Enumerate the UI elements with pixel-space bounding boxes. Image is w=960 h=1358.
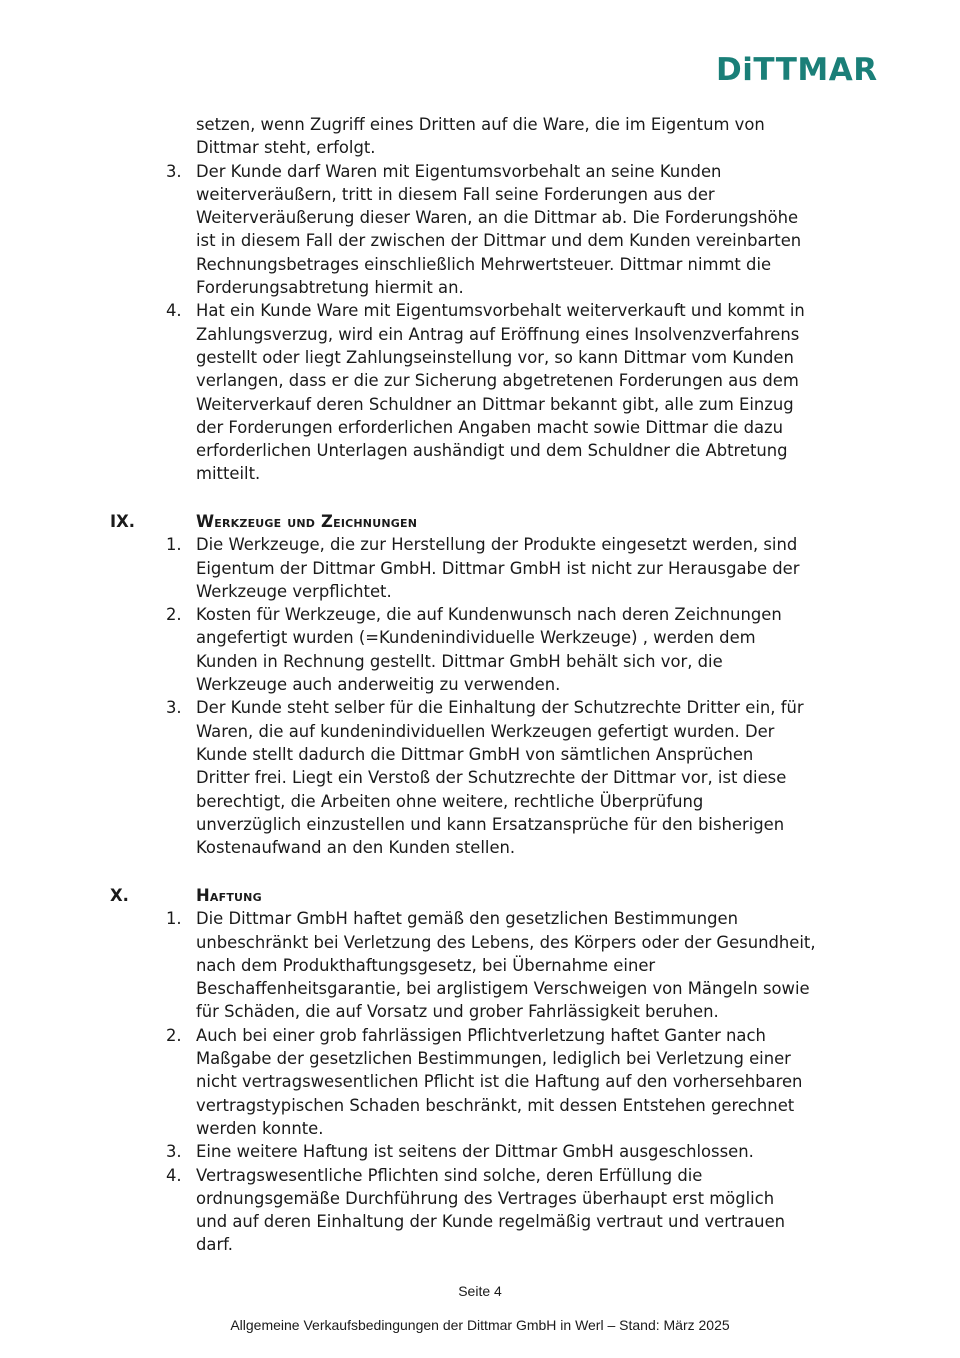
text-line: ist in diesem Fall der zwischen der Dittmar und dem Kunden vereinbarten: [196, 231, 802, 251]
text-line: Dritter frei. Liegt ein Verstoß der Schutzrechte der Dittmar vor, ist diese: [196, 768, 787, 788]
section-x-title: Haftung: [196, 886, 262, 905]
text-line: Werkzeuge auch anderweitig zu verwenden.: [196, 675, 561, 695]
list-item: [196, 1140, 886, 1163]
text-line: unverzüglich einzustellen und kann Ersatzansprüche für den bisherigen: [196, 814, 785, 834]
list-number: 3.: [166, 1142, 182, 1162]
list-number: 4.: [166, 301, 182, 321]
text-line: ordnungsgemäße Durchführung des Vertrages überhaupt erst möglich: [196, 1188, 775, 1208]
list-item: [196, 160, 886, 300]
list-number: 3.: [166, 161, 182, 181]
text-line: Rechnungsbetrages einschließlich Mehrwertsteuer. Dittmar nimmt die: [196, 254, 772, 274]
text-line: nach dem Produkthaftungsgesetz, bei Übernahme einer: [196, 955, 656, 975]
text-line: für Schäden, die auf Vorsatz und grober Fahrlässigkeit beruhen.: [196, 1002, 719, 1022]
list-item: [196, 1164, 886, 1257]
list-item: [196, 696, 886, 859]
section-x-number: X.: [110, 886, 129, 905]
text-line: Dittmar steht, erfolgt.: [196, 138, 376, 158]
list-number: 3.: [166, 698, 182, 718]
text-line: erforderlichen Unterlagen aushändigt und dem Schuldner die Abtretung: [196, 441, 788, 461]
text-line: Weiterverkauf deren Schuldner an Dittmar bekannt gibt, alle zum Einzug: [196, 394, 794, 414]
text-line: verlangen, dass er die zur Sicherung abgetretenen Forderungen aus dem: [196, 371, 799, 391]
intro-paragraph: [196, 113, 886, 160]
list-item: [196, 1024, 886, 1140]
text-line: Die Dittmar GmbH haftet gemäß den gesetzlichen Bestimmungen: [196, 909, 739, 929]
text-line: Die Werkzeuge, die zur Herstellung der Produkte eingesetzt werden, sind: [196, 535, 798, 555]
text-line: nicht vertragswesentlichen Pflicht ist die Haftung auf den vorhersehbaren: [196, 1072, 803, 1092]
text-line: Forderungsabtretung hiermit an.: [196, 278, 464, 298]
list-item: [196, 603, 886, 696]
text-line: Kostenaufwand an den Kunden stellen.: [196, 838, 516, 858]
section-ix-number: IX.: [110, 512, 135, 531]
text-line: und auf deren Einhaltung der Kunde regelmäßig vertraut und vertrauen: [196, 1212, 786, 1232]
text-line: Waren, die auf kundenindividuellen Werkzeugen gefertigt wurden. Der: [196, 721, 775, 741]
list-number: 1.: [166, 909, 182, 929]
text-line: Zahlungsverzug, wird ein Antrag auf Eröffnung eines Insolvenzverfahrens: [196, 324, 800, 344]
text-line: Vertragswesentliche Pflichten sind solche, deren Erfüllung die: [196, 1165, 703, 1185]
text-line: gestellt oder liegt Zahlungseinstellung vor, so kann Dittmar vom Kunden: [196, 347, 794, 367]
text-line: setzen, wenn Zugriff eines Dritten auf die Ware, die im Eigentum von: [196, 115, 765, 134]
text-line: darf.: [196, 1235, 233, 1255]
text-line: Der Kunde steht selber für die Einhaltung der Schutzrechte Dritter ein, für: [196, 698, 804, 718]
list-number: 1.: [166, 535, 182, 555]
text-line: weiterveräußern, tritt in diesem Fall seine Forderungen aus der: [196, 184, 715, 204]
text-line: mitteilt.: [196, 464, 261, 484]
text-line: der Forderungen erforderlichen Angaben macht sowie Dittmar die dazu: [196, 417, 784, 437]
text-line: Auch bei einer grob fahrlässigen Pflichtverletzung haftet Ganter nach: [196, 1025, 766, 1045]
text-line: Eine weitere Haftung ist seitens der Dittmar GmbH ausgeschlossen.: [196, 1142, 754, 1162]
text-line: werden konnte.: [196, 1118, 324, 1138]
list-item: [196, 299, 886, 485]
list-number: 4.: [166, 1165, 182, 1185]
list-number: 2.: [166, 1025, 182, 1045]
page-number: Seite 4: [458, 1283, 502, 1299]
footer-text: Allgemeine Verkaufsbedingungen der Dittmar GmbH in Werl – Stand: März 2025: [230, 1317, 730, 1333]
text-line: Kosten für Werkzeuge, die auf Kundenwunsch nach deren Zeichnungen: [196, 605, 782, 625]
list-item: [196, 907, 886, 1023]
text-line: Beschaffenheitsgarantie, bei arglistigem Verschweigen von Mängeln sowie: [196, 979, 810, 999]
text-line: Hat ein Kunde Ware mit Eigentumsvorbehalt weiterverkauft und kommt in: [196, 301, 805, 321]
list-number: 2.: [166, 605, 182, 625]
text-line: Maßgabe der gesetzlichen Bestimmungen, lediglich bei Verletzung einer: [196, 1049, 791, 1069]
text-line: Weiterveräußerung dieser Waren, an die Dittmar ab. Die Forderungshöhe: [196, 208, 799, 228]
text-line: Der Kunde darf Waren mit Eigentumsvorbehalt an seine Kunden: [196, 161, 722, 181]
company-logo: DiTTMAR: [716, 52, 878, 88]
text-line: Werkzeuge verpflichtet.: [196, 581, 392, 601]
text-line: Kunde stellt dadurch die Dittmar GmbH von sämtlichen Ansprüchen: [196, 744, 754, 764]
text-line: berechtigt, die Arbeiten ohne weitere, rechtliche Überprüfung: [196, 791, 704, 811]
section-ix-title: Werkzeuge und Zeichnungen: [196, 512, 418, 531]
text-line: unbeschränkt bei Verletzung des Lebens, des Körpers oder der Gesundheit,: [196, 932, 816, 952]
list-item: [196, 533, 886, 603]
text-line: Kunden in Rechnung gestellt. Dittmar GmbH behält sich vor, die: [196, 651, 723, 671]
text-line: Eigentum der Dittmar GmbH. Dittmar GmbH ist nicht zur Herausgabe der: [196, 558, 800, 578]
text-line: vertragstypischen Schaden beschränkt, mit dessen Entstehen gerechnet: [196, 1095, 795, 1115]
text-line: angefertigt wurden (=Kundenindividuelle Werkzeuge) , werden dem: [196, 628, 756, 648]
